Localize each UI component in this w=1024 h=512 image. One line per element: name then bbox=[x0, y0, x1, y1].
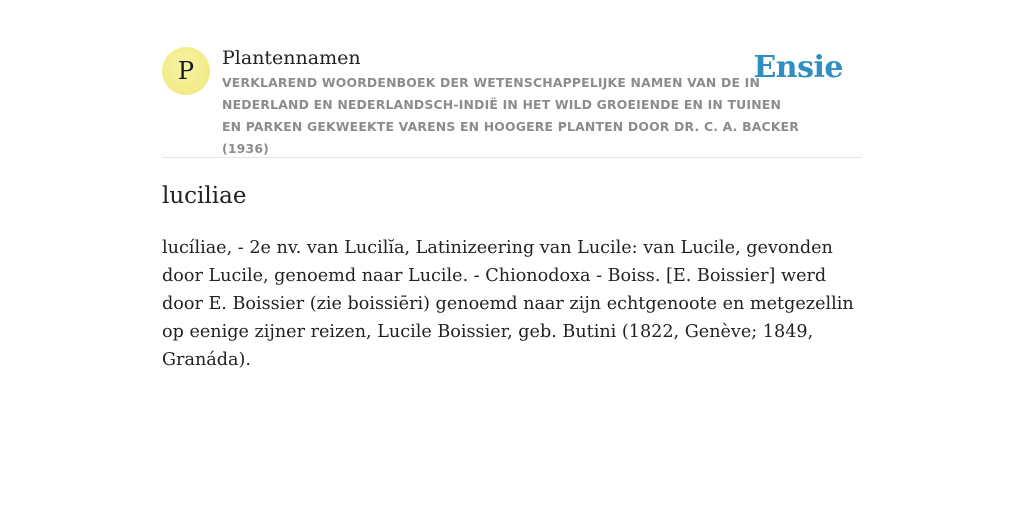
ensie-logo-link[interactable]: Ensie bbox=[753, 50, 843, 85]
avatar-letter: P bbox=[177, 57, 195, 85]
dictionary-avatar[interactable] bbox=[162, 47, 210, 95]
entry-body: lucíliae, - 2e nv. van Lucilĭa, Latinizeering van Lucile: van Lucile, gevonden door Lucile, genoemd naar Lucile. - Chionodoxa - Boiss. [E. Boissier] werd door E. Boissier (zie boissiēri) genoemd naar zijn echtgenoote en metgezellin op eenige zijner reizen, Lucile Boissier, geb. Butini (1822, Genève; 1849, Granáda). bbox=[162, 238, 854, 370]
header-text bbox=[222, 44, 802, 160]
dictionary-title-link[interactable]: Plantennamen bbox=[222, 47, 361, 69]
dictionary-subtitle: VERKLAREND WOORDENBOEK DER WETENSCHAPPELIJKE NAMEN VAN DE IN NEDERLAND EN NEDERLANDSCH-INDIË IN HET WILD GROEIENDE EN IN TUINEN EN PARKEN GEKWEEKTE VARENS EN HOOGERE PLANTEN DOOR DR. C. A. BACKER (1936) bbox=[222, 75, 800, 156]
header-divider bbox=[162, 157, 862, 158]
header bbox=[162, 44, 862, 157]
entry-title: luciliae bbox=[162, 183, 247, 209]
